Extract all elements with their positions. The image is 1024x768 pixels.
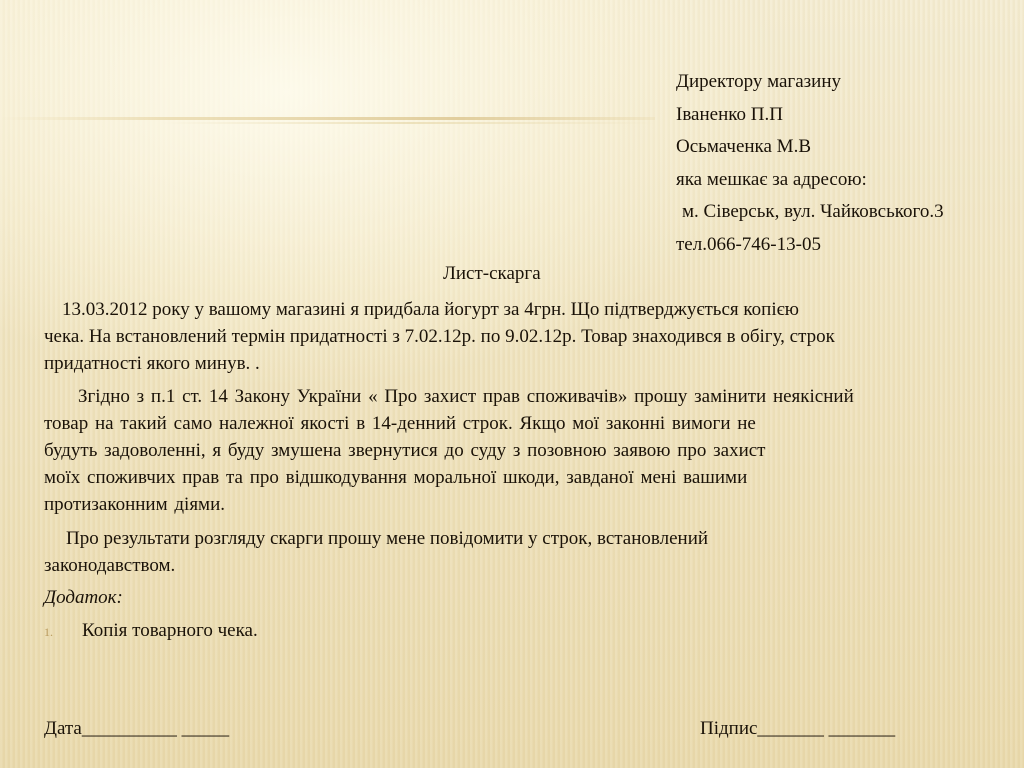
paragraph-line: законодавством. [44, 555, 176, 576]
attachment-text: Копія товарного чека. [82, 620, 258, 641]
paragraph-line: Про результати розгляду скарги прошу мене повідомити у строк, встановлений [66, 528, 709, 549]
signature-field: Підпис_______ _______ [700, 718, 896, 739]
decorative-line-secondary [160, 122, 655, 124]
addressee-line: м. Сіверськ, вул. Чайковського.3 [682, 201, 944, 222]
paragraph-1 [44, 296, 1004, 377]
addressee-line: Директору магазину [676, 71, 841, 92]
attachment-list-item [44, 620, 258, 642]
addressee-block [676, 66, 944, 261]
paragraph-line: придатності якого минув. . [44, 353, 260, 374]
paragraph-line: моїх споживчих прав та про відшкодування моральної шкоди, завданої мені вашими [44, 467, 748, 488]
paragraph-line: чека. На встановлений термін придатності з 7.02.12р. по 9.02.12р. Товар знаходився в обігу, строк [44, 326, 835, 347]
paragraph-line: 13.03.2012 року у вашому магазині я придбала йогурт за 4грн. Що підтверджується копією [62, 299, 799, 320]
paragraph-line: будуть задоволенні, я буду змушена звернутися до суду з позовною заявою про захист [44, 440, 766, 461]
paragraph-line: товар на такий само належної якості в 14-денний строк. Якщо мої законні вимоги не [44, 413, 756, 434]
paragraph-line: протизаконним діями. [44, 494, 225, 515]
paragraph-line: Згідно з п.1 ст. 14 Закону України « Про захист прав споживачів» прошу замінити неякісний [78, 386, 854, 407]
letter-title: Лист-скарга [443, 263, 541, 284]
paragraph-3 [44, 525, 1004, 579]
addressee-line: тел.066-746-13-05 [676, 233, 821, 255]
attachment-heading: Додаток: [44, 587, 123, 608]
decorative-line [0, 117, 655, 120]
addressee-line: Іваненко П.П [676, 103, 783, 125]
paragraph-2 [44, 383, 1004, 518]
date-field: Дата__________ _____ [44, 718, 230, 739]
list-number: 1. [44, 625, 53, 639]
addressee-line: Осьмаченка М.В [676, 136, 811, 157]
addressee-line: яка мешкає за адресою: [676, 168, 867, 190]
